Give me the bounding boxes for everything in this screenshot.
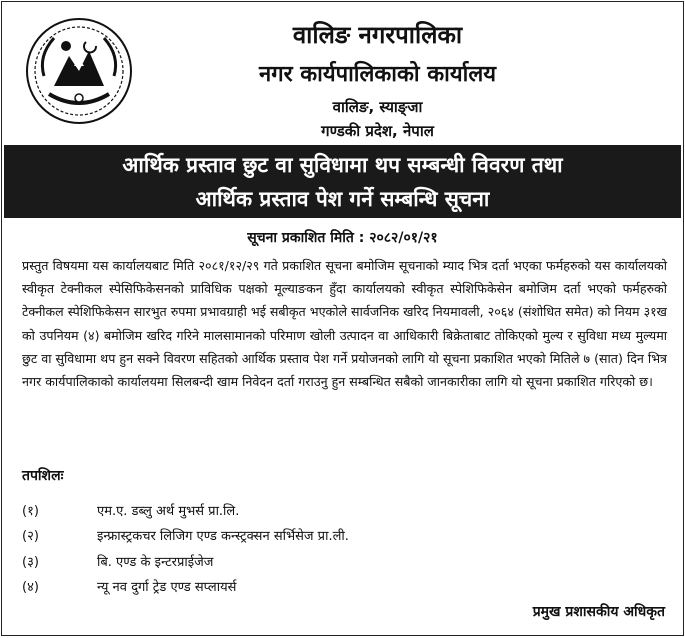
notice-page [1,1,684,636]
list-item-number: (४) [22,580,39,596]
list-item-firm-name: इन्फ्रास्ट्रकचर लिजिग एण्ड कन्स्ट्रक्सन सर्भिसेज प्रा.ली. [97,529,349,545]
list-item [22,497,349,523]
list-item-number: (३) [22,554,39,570]
office-location: वालिङ, स्याङ्जा [332,98,423,116]
notice-title-banner [4,145,681,218]
executive-office-title: नगर कार्यपालिकाको कार्यालय [259,62,496,87]
list-item-firm-name: बि. एण्ड के इन्टरप्राईजेज [97,554,214,570]
office-name: वालिङ नगरपालिका [292,21,463,49]
list-item-firm-name: न्यू नव दुर्गा ट्रेड एण्ड सप्लायर्स [97,580,237,596]
notice-body-paragraph: प्रस्तुत विषयमा यस कार्यालयबाट मिति २०८१/१२/२९ गते प्रकाशित सूचना बमोजिम सूचनाको म्याद भित्र दर्ता भएका फर्महरुको यस कार्यालयको स्वीकृत टेक्नीकल स्पेसिफिकेसनको प्राविधिक पक्षको मूल्याङकन हुँदा कार्यालयको स्वीकृत स्पेशिफिकेसेन बमोजिम दर्ता भएको फर्महरुको टेक्नीकल स्पेशिफिकेसन सारभुत रुपमा प्रभावग्राही भई सबीकृत भएकोले सार्वजनिक खरिद नियमावली, २०६४ (संशोधित समेत) को नियम ३१ख को उपनियम (४) बमोजिम खरिद गरिने मालसामानको परिमाण खोली उत्पादन वा आधिकारी बिक्रेताबाट तोकिएको मुल्य र सुविधा मध्य मुल्यमा छुट वा सुविधामा थप हुन सक्ने विवरण सहितको आर्थिक प्रस्ताव पेश गर्ने प्रयोजनको लागि यो सूचना प्रकाशित भएको मितिले ७ (सात) दिन भित्र नगर कार्यपालिकाको कार्यालयमा सिलबन्दी खाम निवेदन दर्ता गराउनु हुन सम्बन्धित सबैको जानकारीका लागि यो सूचना प्रकाशित गरिएको छ। [22,258,667,390]
list-item-firm-name: एम.ए. डब्लु अर्थ मुभर्स प्रा.लि. [97,503,240,519]
list-item [22,574,349,600]
banner-title-line-2: आर्थिक प्रस्ताव पेश गर्ने सम्बन्धि सूचना [195,187,490,211]
office-province: गण्डकी प्रदेश, नेपाल [321,122,434,140]
details-heading: तपशिलः [22,468,64,484]
list-item [22,548,349,574]
publication-date: सूचना प्रकाशित मिति : २०८२/०१/२१ [247,230,438,246]
list-item-number: (२) [22,529,39,545]
signatory-title: प्रमुख प्रशासकीय अधिकृत [532,604,665,620]
firm-list [22,497,349,599]
nepal-emblem-icon [24,16,134,126]
banner-title-line-1: आर्थिक प्रस्ताव छुट वा सुविधामा थप सम्बन्धी विवरण तथा [122,153,563,177]
list-item-number: (१) [22,503,39,519]
list-item [22,523,349,549]
